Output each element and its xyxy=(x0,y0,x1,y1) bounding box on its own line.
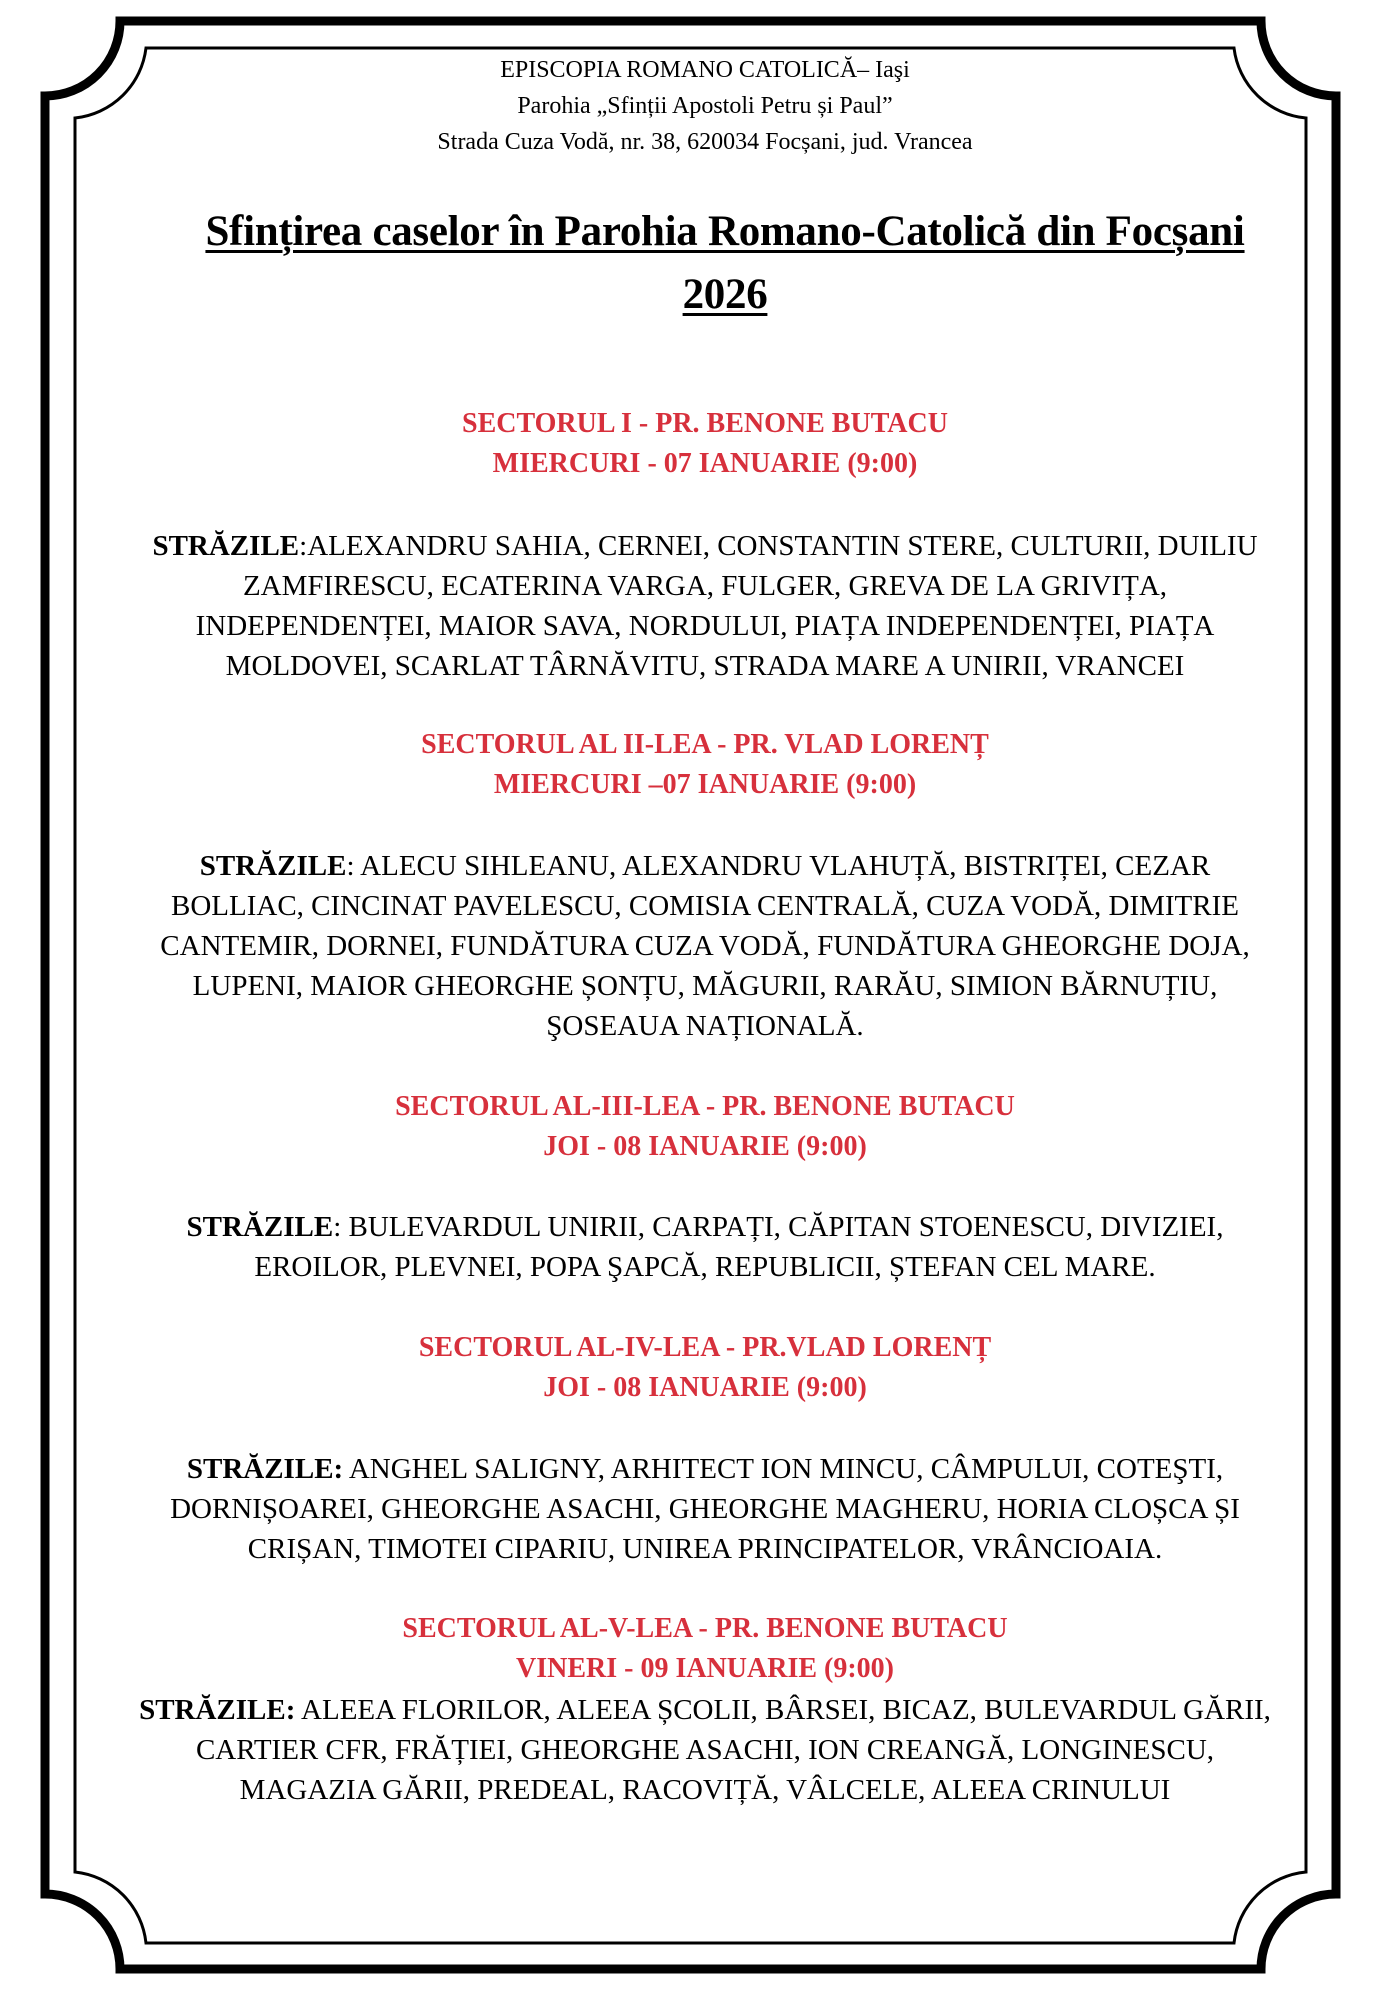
header-parish: Parohia „Sfinții Apostoli Petru și Paul” xyxy=(517,93,893,119)
sector-2 xyxy=(80,725,1330,805)
page-title xyxy=(100,200,1350,326)
sector-heading: SECTORUL AL II-LEA - PR. VLAD LORENȚ xyxy=(421,729,989,760)
sector-3 xyxy=(80,1087,1330,1167)
street-line: CRIȘAN, TIMOTEI CIPARIU, UNIREA PRINCIPATELOR, VRÂNCIOAIA. xyxy=(247,1533,1163,1565)
sector-date: JOI - 08 IANUARIE (9:00) xyxy=(543,1131,867,1162)
sector-heading: SECTORUL I - PR. BENONE BUTACU xyxy=(462,408,948,439)
street-line xyxy=(80,1449,1330,1489)
street-line: ZAMFIRESCU, ECATERINA VARGA, FULGER, GREVA DE LA GRIVIȚA, xyxy=(242,570,1168,602)
streets-label: STRĂZILE xyxy=(152,530,300,562)
sector-1-streets xyxy=(80,526,1330,686)
sector-4 xyxy=(80,1328,1330,1408)
header-diocese: EPISCOPIA ROMANO CATOLICĂ– Iaşi xyxy=(500,57,910,83)
street-list-text: ALECU SIHLEANU, ALEXANDRU VLAHUȚĂ, BISTRIȚEI, CEZAR xyxy=(360,850,1211,882)
sector-heading: SECTORUL AL-III-LEA - PR. BENONE BUTACU xyxy=(395,1091,1015,1122)
sector-1 xyxy=(80,404,1330,484)
sector-heading: SECTORUL AL-V-LEA - PR. BENONE BUTACU xyxy=(402,1613,1008,1644)
street-list-text: ANGHEL SALIGNY, ARHITECT ION MINCU, CÂMPULUI, COTEŞTI, xyxy=(348,1453,1224,1485)
street-line xyxy=(80,526,1330,566)
sector-date: MIERCURI - 07 IANUARIE (9:00) xyxy=(492,448,918,479)
streets-separator: : xyxy=(299,530,308,562)
street-line: MOLDOVEI, SCARLAT TÂRNĂVITU, STRADA MARE A UNIRII, VRANCEI xyxy=(225,650,1185,682)
streets-separator: : xyxy=(333,1211,349,1243)
sector-date: MIERCURI –07 IANUARIE (9:00) xyxy=(493,769,917,800)
street-line xyxy=(80,1207,1330,1247)
street-line: BOLLIAC, CINCINAT PAVELESCU, COMISIA CENTRALĂ, CUZA VODĂ, DIMITRIE xyxy=(171,890,1239,922)
sector-date: JOI - 08 IANUARIE (9:00) xyxy=(543,1372,867,1403)
streets-label: STRĂZILE: xyxy=(139,1694,296,1726)
title-line-1: Sfințirea caselor în Parohia Romano-Catolică din Focșani xyxy=(205,208,1245,255)
street-list-text: BULEVARDUL UNIRII, CARPAȚI, CĂPITAN STOENESCU, DIVIZIEI, xyxy=(348,1211,1224,1243)
streets-label: STRĂZILE xyxy=(199,850,347,882)
sector-heading: SECTORUL AL-IV-LEA - PR.VLAD LORENȚ xyxy=(418,1332,992,1363)
header-address: Strada Cuza Vodă, nr. 38, 620034 Focșani, jud. Vrancea xyxy=(437,129,973,155)
street-list-text: ALEEA FLORILOR, ALEEA ȘCOLII, BÂRSEI, BICAZ, BULEVARDUL GĂRII, xyxy=(301,1694,1271,1726)
street-line: CARTIER CFR, FRĂȚIEI, GHEORGHE ASACHI, ION CREANGĂ, LONGINESCU, xyxy=(195,1734,1215,1766)
sector-3-streets xyxy=(80,1207,1330,1287)
street-line: INDEPENDENȚEI, MAIOR SAVA, NORDULUI, PIAȚA INDEPENDENȚEI, PIAȚA xyxy=(195,610,1215,642)
streets-separator: : xyxy=(346,850,361,882)
street-line: MAGAZIA GĂRII, PREDEAL, RACOVIȚĂ, VÂLCELE, ALEEA CRINULUI xyxy=(239,1774,1171,1806)
sector-5-streets xyxy=(80,1690,1330,1810)
street-list-text: ALEXANDRU SAHIA, CERNEI, CONSTANTIN STERE, CULTURII, DUILIU xyxy=(307,530,1258,562)
street-line xyxy=(80,1690,1330,1730)
street-line: CANTEMIR, DORNEI, FUNDĂTURA CUZA VODĂ, FUNDĂTURA GHEORGHE DOJA, xyxy=(160,930,1250,962)
street-line: EROILOR, PLEVNEI, POPA ŞAPCĂ, REPUBLICII, ȘTEFAN CEL MARE. xyxy=(254,1251,1156,1283)
streets-label: STRĂZILE: xyxy=(186,1453,344,1485)
sector-2-streets xyxy=(80,846,1330,1046)
sector-5 xyxy=(80,1609,1330,1689)
street-line xyxy=(80,846,1330,886)
parish-header xyxy=(80,52,1330,160)
street-line: ŞOSEAUA NAȚIONALĂ. xyxy=(546,1010,864,1042)
title-year: 2026 xyxy=(682,271,768,318)
street-line: LUPENI, MAIOR GHEORGHE ȘONȚU, MĂGURII, RARĂU, SIMION BĂRNUȚIU, xyxy=(192,970,1218,1002)
sector-4-streets xyxy=(80,1449,1330,1569)
streets-label: STRĂZILE xyxy=(186,1211,334,1243)
sector-date: VINERI - 09 IANUARIE (9:00) xyxy=(516,1653,894,1684)
street-line: DORNIȘOAREI, GHEORGHE ASACHI, GHEORGHE MAGHERU, HORIA CLOȘCA ȘI xyxy=(170,1493,1240,1525)
